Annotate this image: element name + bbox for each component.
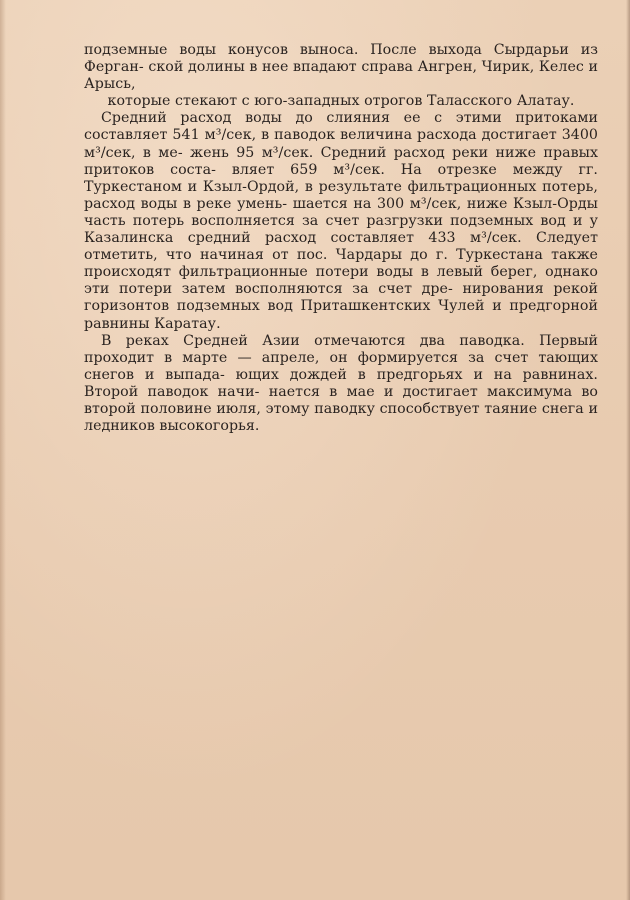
text-line: нается в мае и достигает максимума во второй половине июля, [84, 383, 598, 417]
text-line: которые стекают с юго-западных отрогов Таласского Алатау. [107, 93, 575, 110]
text-line: за счет разгрузки подземных вод и у Казалинска средний расход [84, 212, 598, 247]
text-line: и предгорной равнины Каратау. [84, 298, 599, 332]
text-line: составляет 433 м³/сек. Следует отметить, что начиная от пос. Чардары [84, 230, 598, 264]
text-line: до г. Туркестана также происходят фильтрационные потери воды [84, 247, 598, 281]
paragraph-2 [84, 110, 598, 332]
text-line: подземные воды конусов выноса. После выхода Сырдарьи из Ферган- [84, 42, 598, 76]
page-edge-shadow-right [626, 0, 630, 900]
text-line: шается на 300 м³/сек, ниже Кзыл-Орды часть потерь восполняется [84, 195, 599, 229]
body-text [84, 42, 598, 435]
text-line: в результате фильтрационных потерь, расход воды в реке умень- [84, 178, 598, 212]
text-line: в левый берег, однако эти потери затем восполняются за счет дре- [84, 264, 599, 298]
text-line: В реках Средней Азии отмечаются два паводка. Первый проходит [84, 332, 598, 366]
text-line: нирования рекой горизонтов подземных вод Приташкентских Чулей [84, 281, 598, 315]
text-line: 541 м³/сек, в паводок величина расхода достигает 3400 м³/сек, в ме- [84, 127, 598, 161]
page-edge-shadow-left [0, 0, 6, 900]
text-line: Средний расход воды до слияния ее с этими притоками составляет [84, 110, 598, 144]
text-line: жень 95 м³/сек. Средний расход реки ниже правых притоков соста- [84, 144, 599, 178]
text-line: ской долины в нее впадают справа Ангрен, Чирик, Келес и Арысь, [84, 59, 599, 93]
text-line: вляет 659 м³/сек. На отрезке между гг. Туркестаном и Кзыл-Ордой, [84, 161, 598, 195]
text-line: этому паводку способствует таяние снега и ледников высокогорья. [84, 400, 598, 435]
text-line: в марте — апреле, он формируется за счет тающих снегов и выпада- [84, 349, 598, 383]
paragraph-3 [84, 333, 598, 436]
text-line: ющих дождей в предгорьях и на равнинах. Второй паводок начи- [84, 366, 598, 400]
paragraph-1 [84, 42, 598, 110]
